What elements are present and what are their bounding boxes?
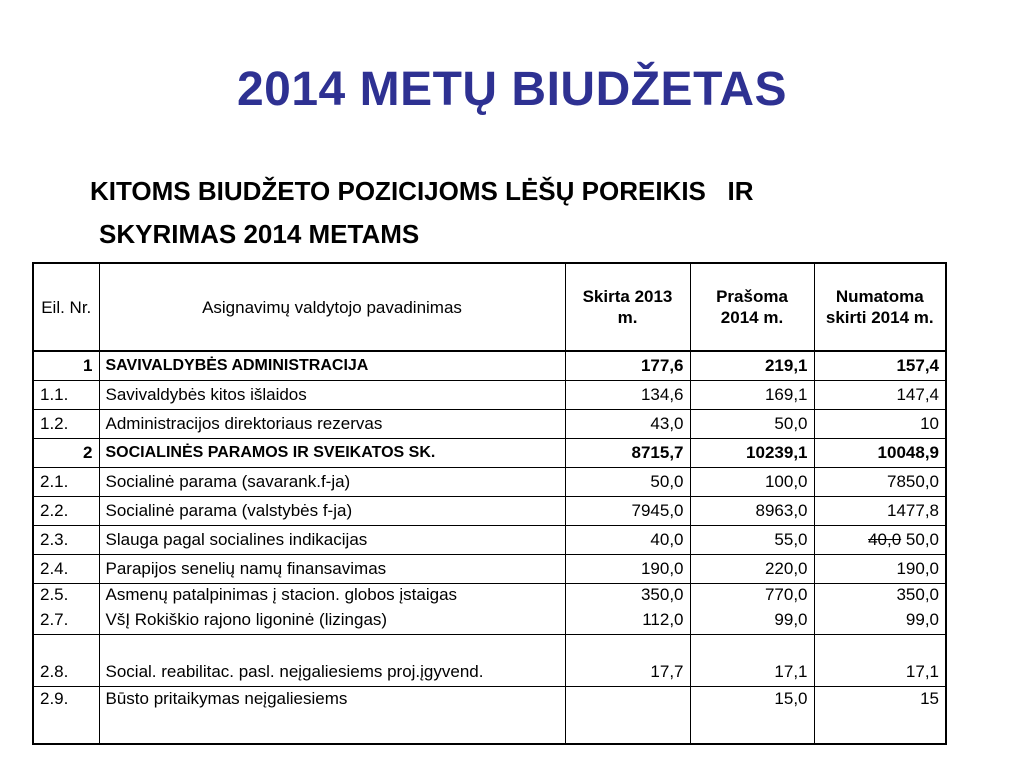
row-requested-2014: 169,1 bbox=[690, 381, 814, 410]
row-allocated-2013: 43,0 bbox=[565, 410, 690, 439]
row-allocated-2013: 40,0 bbox=[565, 526, 690, 555]
row-nr: 2.9. bbox=[33, 687, 99, 745]
table-row bbox=[33, 687, 946, 745]
row-requested-2014: 770,0 bbox=[690, 584, 814, 607]
header-allocated-2013: Skirta 2013 m. bbox=[565, 263, 690, 351]
row-nr: 1.2. bbox=[33, 410, 99, 439]
table-row bbox=[33, 555, 946, 584]
row-requested-2014: 220,0 bbox=[690, 555, 814, 584]
page-subtitle bbox=[90, 170, 970, 256]
row-name: Administracijos direktoriaus rezervas bbox=[99, 410, 565, 439]
row-allocated-2013: 190,0 bbox=[565, 555, 690, 584]
row-name: Savivaldybės kitos išlaidos bbox=[99, 381, 565, 410]
row-nr: 1.1. bbox=[33, 381, 99, 410]
table-row bbox=[33, 606, 946, 635]
row-nr: 2.7. bbox=[33, 606, 99, 635]
row-requested-2014: 100,0 bbox=[690, 468, 814, 497]
row-planned-2014: 15 bbox=[814, 687, 946, 745]
table-row bbox=[33, 381, 946, 410]
table-row bbox=[33, 468, 946, 497]
row-allocated-2013: 134,6 bbox=[565, 381, 690, 410]
row-nr: 2.3. bbox=[33, 526, 99, 555]
row-name: SAVIVALDYBĖS ADMINISTRACIJA bbox=[99, 351, 565, 381]
row-planned-2014: 99,0 bbox=[814, 606, 946, 635]
row-name: Socialinė parama (savarank.f-ja) bbox=[99, 468, 565, 497]
subtitle-line-1: KITOMS BIUDŽETO POZICIJOMS LĖŠŲ POREIKIS IR bbox=[90, 176, 754, 206]
row-nr: 2.2. bbox=[33, 497, 99, 526]
row-planned-2014: 147,4 bbox=[814, 381, 946, 410]
table-row bbox=[33, 584, 946, 607]
row-planned-2014: 17,1 bbox=[814, 635, 946, 687]
row-requested-2014: 50,0 bbox=[690, 410, 814, 439]
row-nr: 2.4. bbox=[33, 555, 99, 584]
row-nr: 2.5. bbox=[33, 584, 99, 607]
row-name: Slauga pagal socialines indikacijas bbox=[99, 526, 565, 555]
row-requested-2014: 10239,1 bbox=[690, 439, 814, 468]
row-name: Social. reabilitac. pasl. neįgaliesiems proj.įgyvend. bbox=[99, 635, 565, 687]
row-planned-2014 bbox=[814, 526, 946, 555]
budget-table bbox=[32, 262, 947, 745]
corrected-value: 50,0 bbox=[905, 530, 939, 549]
page-title: 2014 METŲ BIUDŽETAS bbox=[236, 63, 788, 116]
struck-value: 40,0 bbox=[868, 530, 902, 549]
row-name: Parapijos senelių namų finansavimas bbox=[99, 555, 565, 584]
row-nr: 2.8. bbox=[33, 635, 99, 687]
header-name: Asignavimų valdytojo pavadinimas bbox=[99, 263, 565, 351]
row-requested-2014: 17,1 bbox=[690, 635, 814, 687]
row-requested-2014: 99,0 bbox=[690, 606, 814, 635]
table-row bbox=[33, 410, 946, 439]
row-planned-2014: 10048,9 bbox=[814, 439, 946, 468]
header-requested-2014: Prašoma 2014 m. bbox=[690, 263, 814, 351]
row-requested-2014: 55,0 bbox=[690, 526, 814, 555]
subtitle-line-2: SKYRIMAS 2014 METAMS bbox=[99, 219, 420, 249]
row-requested-2014: 219,1 bbox=[690, 351, 814, 381]
row-name: Socialinė parama (valstybės f-ja) bbox=[99, 497, 565, 526]
row-requested-2014: 15,0 bbox=[690, 687, 814, 745]
row-allocated-2013 bbox=[565, 687, 690, 745]
row-allocated-2013: 350,0 bbox=[565, 584, 690, 607]
row-name: Asmenų patalpinimas į stacion. globos įstaigas bbox=[99, 584, 565, 607]
row-planned-2014: 350,0 bbox=[814, 584, 946, 607]
row-planned-2014: 7850,0 bbox=[814, 468, 946, 497]
row-planned-2014: 1477,8 bbox=[814, 497, 946, 526]
row-requested-2014: 8963,0 bbox=[690, 497, 814, 526]
row-planned-2014: 157,4 bbox=[814, 351, 946, 381]
table-row bbox=[33, 526, 946, 555]
table-row bbox=[33, 351, 946, 381]
row-allocated-2013: 50,0 bbox=[565, 468, 690, 497]
row-allocated-2013: 17,7 bbox=[565, 635, 690, 687]
row-name: Būsto pritaikymas neįgaliesiems bbox=[99, 687, 565, 745]
table-row bbox=[33, 497, 946, 526]
row-nr: 2.1. bbox=[33, 468, 99, 497]
row-name: VšĮ Rokiškio rajono ligoninė (lizingas) bbox=[99, 606, 565, 635]
row-name: SOCIALINĖS PARAMOS IR SVEIKATOS SK. bbox=[99, 439, 565, 468]
row-planned-2014: 190,0 bbox=[814, 555, 946, 584]
row-allocated-2013: 177,6 bbox=[565, 351, 690, 381]
header-planned-2014: Numatoma skirti 2014 m. bbox=[814, 263, 946, 351]
row-allocated-2013: 8715,7 bbox=[565, 439, 690, 468]
table-row bbox=[33, 635, 946, 687]
table-row bbox=[33, 439, 946, 468]
row-nr: 2 bbox=[33, 439, 99, 468]
row-planned-2014: 10 bbox=[814, 410, 946, 439]
header-nr: Eil. Nr. bbox=[33, 263, 99, 351]
row-allocated-2013: 112,0 bbox=[565, 606, 690, 635]
row-nr: 1 bbox=[33, 351, 99, 381]
row-allocated-2013: 7945,0 bbox=[565, 497, 690, 526]
table-header-row bbox=[33, 263, 946, 351]
